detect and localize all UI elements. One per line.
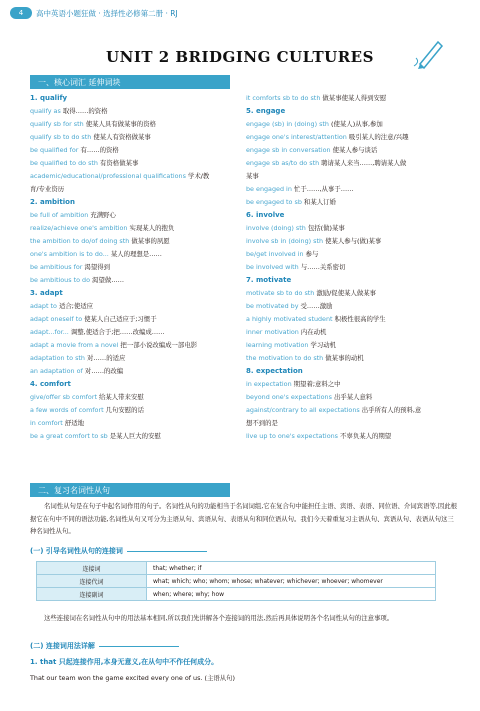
phrase-en: be ambitious to do	[30, 276, 91, 284]
phrase-zh: 不辜负某人的期望	[338, 432, 392, 440]
vocab-entry	[30, 365, 240, 378]
phrase-zh: 参与	[303, 250, 319, 258]
subheading-connectives-text: (一) 引导名词性从句的连接词	[30, 547, 123, 555]
phrase-zh: 受……激励	[298, 302, 333, 310]
phrase-zh: 和某人订婚	[301, 198, 336, 206]
phrase-en: be engaged to sb	[246, 198, 302, 206]
vocab-entry	[30, 339, 240, 352]
vocab-entry	[30, 209, 240, 222]
phrase-en: live up to one's expectations	[246, 432, 338, 440]
phrase-en: be qualified to do sth	[30, 159, 98, 167]
vocab-heading: 6. involve	[246, 211, 285, 219]
phrase-zh: 渴望得到	[82, 263, 110, 271]
vocab-entry	[246, 404, 461, 417]
phrase-zh: 使某人参与(做)某事	[323, 237, 382, 245]
table-row	[37, 588, 436, 601]
phrase-zh: 做某事的夙愿	[129, 237, 170, 245]
vocab-entry	[30, 391, 240, 404]
phrase-en: be a great comfort to sb	[30, 432, 108, 440]
phrase-zh: 几句安慰的话	[103, 406, 144, 414]
phrase-zh: 使某人有资格做某事	[91, 133, 151, 141]
vocab-heading: 2. ambition	[30, 198, 75, 206]
vocab-heading: 3. adapt	[30, 289, 63, 297]
phrase-en: be motivated by	[246, 302, 299, 310]
phrase-zh: 舒适地	[62, 419, 85, 427]
subheading-connectives	[30, 546, 207, 556]
usage-paragraph: 这些连接词在名词性从句中的用法基本相同,所以我们先讲解各个连接词的用法,然后再具体说明各个名词性从句的注意事项。	[44, 614, 394, 622]
phrase-en: involve (doing) sth	[246, 224, 306, 232]
phrase-en: adaptation to sth	[30, 354, 85, 362]
phrase-zh: 吸引某人的注意/兴趣	[346, 133, 409, 141]
phrase-zh: 出乎所有人的预料,意	[359, 406, 422, 414]
vocab-heading: 7. motivate	[246, 276, 292, 284]
phrase-en: engage one's interest/attention	[246, 133, 347, 141]
vocab-entry	[30, 417, 240, 430]
phrase-zh: 学术/教	[185, 172, 210, 180]
phrase-en: adapt oneself to	[30, 315, 83, 323]
vocab-entry	[246, 183, 461, 196]
vocab-entry	[246, 391, 461, 404]
vocab-entry	[30, 105, 240, 118]
page-number: 4	[10, 7, 32, 19]
phrase-en: it comforts sb to do sth	[246, 94, 321, 102]
vocab-heading: 5. engage	[246, 107, 286, 115]
vocab-entry	[246, 248, 461, 261]
phrase-zh: 对……的适应	[84, 354, 126, 362]
vocab-entry	[30, 118, 240, 131]
phrase-zh: 调整,使适合于;把……改编成……	[68, 328, 165, 336]
phrase-zh: 做某事的动机	[323, 354, 364, 362]
phrase-zh: 对……的改编	[82, 367, 124, 375]
section-two-bar: 二、复习名词性从句	[30, 483, 230, 497]
phrase-en: an adaptation of	[30, 367, 83, 375]
vocab-entry	[30, 235, 240, 248]
phrase-zh: 出乎某人意料	[331, 393, 373, 401]
vocab-left-column	[30, 92, 240, 443]
phrase-zh: 聘请某人来当……,聘请某人做	[319, 159, 407, 167]
table-row	[37, 575, 436, 588]
vocab-entry	[30, 430, 240, 443]
phrase-zh: 是某人巨大的安慰	[107, 432, 161, 440]
vocab-entry	[246, 118, 461, 131]
subheading-rule	[99, 646, 179, 647]
vocab-continuation: 某事	[246, 172, 259, 180]
vocab-heading: 8. expectation	[246, 367, 303, 375]
phrase-en: adapt to	[30, 302, 57, 310]
phrase-en: the ambition to do/of doing sth	[30, 237, 130, 245]
book-title: 高中英语小题狂做 · 选择性必修第二册 · RJ	[36, 8, 178, 18]
phrase-en: be/get involved in	[246, 250, 304, 258]
unit-title: UNIT 2 BRIDGING CULTURES	[106, 48, 374, 66]
phrase-en: give/offer sb comfort	[30, 393, 97, 401]
table-key: 连接副词	[37, 588, 147, 601]
phrase-en: be qualified for	[30, 146, 79, 154]
vocab-entry	[246, 300, 461, 313]
phrase-zh: 内在动机	[298, 328, 327, 336]
phrase-en: engage (sb) in (doing) sth	[246, 120, 329, 128]
phrase-zh: 有……的资格	[78, 146, 119, 154]
phrase-zh: 包括(做)某事	[305, 224, 345, 232]
phrase-zh: 使某人参与谈话	[330, 146, 378, 154]
phrase-en: involve sb in (doing) sth	[246, 237, 324, 245]
phrase-en: qualify sb to do sth	[30, 133, 92, 141]
vocab-entry	[30, 326, 240, 339]
phrase-zh: (使某人)从事,参加	[329, 120, 383, 128]
phrase-en: adapt a movie from a novel	[30, 341, 119, 349]
phrase-en: beyond one's expectations	[246, 393, 332, 401]
phrase-en: be full of ambition	[30, 211, 89, 219]
vocab-entry	[30, 313, 240, 326]
phrase-en: inner motivation	[246, 328, 299, 336]
table-value: what; which; who; whom; whose; whatever; whichever; whoever; whomever	[147, 575, 436, 588]
phrase-en: one's ambition is to do...	[30, 250, 109, 258]
section-one-bar: 一、核心词汇 延伸词块	[30, 75, 230, 89]
table-row	[37, 562, 436, 575]
table-key: 连接代词	[37, 575, 147, 588]
phrase-en: be ambitious for	[30, 263, 83, 271]
vocab-entry	[30, 157, 240, 170]
phrase-zh: 期望着;意料之中	[291, 380, 341, 388]
vocab-entry	[246, 339, 461, 352]
pen-icon	[412, 36, 446, 70]
phrase-en: a few words of comfort	[30, 406, 104, 414]
phrase-en: engage sb in conversation	[246, 146, 331, 154]
vocab-entry	[246, 131, 461, 144]
vocab-entry	[246, 196, 461, 209]
vocab-entry	[30, 170, 240, 183]
phrase-en: be engaged in	[246, 185, 292, 193]
phrase-en: in comfort	[30, 419, 63, 427]
phrase-zh: 适合;使适应	[56, 302, 94, 310]
phrase-en: a highly motivated student	[246, 315, 333, 323]
phrase-zh: 充满野心	[88, 211, 116, 219]
intro-paragraph: 名词性从句是在句子中起名词作用的句子。名词性从句的功能相当于名词词组,它在复合句中能担任主语、宾语、表语、同位语、介词宾语等,因此根据它在句中不同的语法功能,名词性从句又可分为主语从句、宾语从句、表语从句和同位语从句。我们今天着重复习主语从句、宾语从句、表语从句这三种名词性从句。	[30, 502, 458, 535]
phrase-zh: 学习动机	[308, 341, 337, 349]
phrase-en: qualify sb for sth	[30, 120, 84, 128]
vocab-entry	[246, 352, 461, 365]
vocab-entry	[246, 144, 461, 157]
vocab-entry	[246, 92, 461, 105]
example-sentence: That our team won the game excited every one of us. (主语从句)	[30, 674, 236, 682]
subheading-usage	[30, 641, 179, 651]
phrase-zh: 使某人自己适应于;习惯于	[82, 315, 157, 323]
phrase-zh: 某人的理想是……	[108, 250, 162, 258]
phrase-zh: 实现某人的抱负	[127, 224, 175, 232]
vocab-entry	[246, 287, 461, 300]
vocab-entry	[246, 157, 461, 170]
phrase-en: learning motivation	[246, 341, 309, 349]
point-that: 1. that 只起连接作用,本身无意义,在从句中不作任何成分。	[30, 658, 219, 666]
vocab-entry	[30, 222, 240, 235]
phrase-zh: 把一部小说改编成一部电影	[118, 341, 198, 349]
phrase-zh: 积极性很高的学生	[332, 315, 386, 323]
vocab-entry	[30, 144, 240, 157]
vocab-entry	[246, 222, 461, 235]
vocab-heading: 1. qualify	[30, 94, 68, 102]
running-header	[10, 6, 178, 20]
vocab-entry	[30, 261, 240, 274]
phrase-en: academic/educational/professional qualifications	[30, 172, 186, 180]
phrase-zh: 忙于……,从事于……	[291, 185, 354, 193]
phrase-zh: 使某人具有做某事的资格	[83, 120, 156, 128]
table-key: 连接词	[37, 562, 147, 575]
phrase-en: the motivation to do sth	[246, 354, 324, 362]
phrase-en: adapt...for...	[30, 328, 69, 336]
subheading-usage-text: (二) 连接词用法详解	[30, 642, 95, 650]
vocab-entry	[30, 248, 240, 261]
phrase-en: in expectation	[246, 380, 292, 388]
vocab-entry	[246, 430, 461, 443]
vocab-entry	[246, 313, 461, 326]
table-value: that; whether; if	[147, 562, 436, 575]
vocab-entry	[30, 300, 240, 313]
vocab-entry	[246, 235, 461, 248]
phrase-en: motivate sb to do sth	[246, 289, 315, 297]
vocab-entry	[246, 378, 461, 391]
phrase-en: realize/achieve one's ambition	[30, 224, 128, 232]
table-value: when; where; why; how	[147, 588, 436, 601]
vocab-continuation: 想不到的是	[246, 419, 278, 427]
vocab-continuation: 育/专业资历	[30, 185, 65, 193]
phrase-en: against/contrary to all expectations	[246, 406, 360, 414]
phrase-zh: 激励/促使某人做某事	[314, 289, 377, 297]
phrase-en: be involved with	[246, 263, 299, 271]
phrase-en: qualify as	[30, 107, 61, 115]
vocab-entry	[30, 131, 240, 144]
phrase-zh: 渴望做……	[90, 276, 125, 284]
vocab-entry	[30, 404, 240, 417]
vocab-entry	[246, 261, 461, 274]
subheading-rule	[127, 551, 207, 552]
vocab-entry	[30, 352, 240, 365]
phrase-zh: 与……关系密切	[298, 263, 346, 271]
phrase-zh: 给某人带来安慰	[96, 393, 144, 401]
phrase-zh: 有资格做某事	[97, 159, 139, 167]
vocab-entry	[246, 326, 461, 339]
vocab-heading: 4. comfort	[30, 380, 71, 388]
vocab-entry	[30, 274, 240, 287]
connective-table	[36, 561, 436, 601]
phrase-zh: 做某事使某人得到安慰	[320, 94, 387, 102]
phrase-en: engage sb as/to do sth	[246, 159, 320, 167]
vocab-right-column	[246, 92, 461, 443]
phrase-zh: 取得……的资格	[60, 107, 108, 115]
